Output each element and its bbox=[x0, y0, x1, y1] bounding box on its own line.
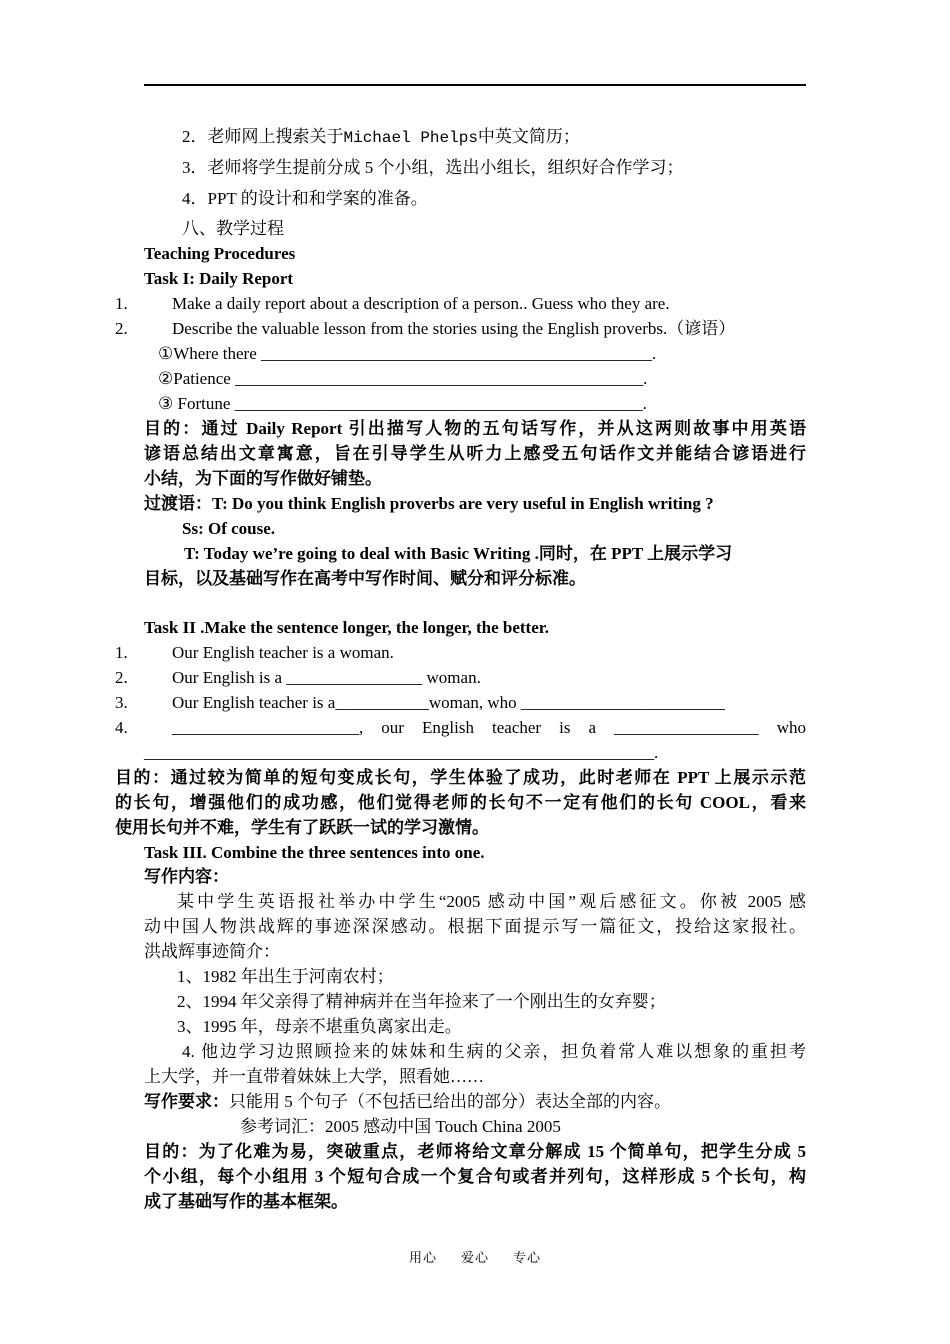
task3-purpose-line-2: 个小组，每个小组用 3 个短句合成一个复合句或者并列句，这样形成 5 个长句，构 bbox=[144, 1167, 806, 1186]
task2-item-4-continuation: ____________________________________________________________. bbox=[144, 743, 659, 762]
reference-vocab: 参考词汇：2005 感动中国 Touch China 2005 bbox=[240, 1117, 561, 1136]
section-heading-en: Teaching Procedures bbox=[144, 244, 296, 263]
prep-item-3: 3．老师将学生提前分成 5 个小组，选出小组长，组织好合作学习； bbox=[182, 158, 684, 177]
writing-content-label: 写作内容： bbox=[144, 867, 229, 886]
task2-item-1-num: 1. bbox=[115, 643, 128, 662]
prep-item-2: 2．老师网上搜索关于Michael Phelps中英文简历； bbox=[182, 127, 580, 147]
proverb-line-2: ②Patience ________________________________________________. bbox=[158, 369, 648, 388]
transition-line-1: 过渡语：T: Do you think English proverbs are very useful in English writing ? bbox=[144, 494, 714, 513]
task2-item-1-text: Our English teacher is a woman. bbox=[172, 643, 394, 662]
task1-purpose-line-1: 目的：通过 Daily Report 引出描写人物的五句话写作，并从这两则故事中用英语 bbox=[144, 419, 806, 438]
task3-title: Task III. Combine the three sentences into one. bbox=[144, 843, 485, 862]
task1-item-1-text: Make a daily report about a description of a person.. Guess who they are. bbox=[172, 294, 670, 313]
task1-item-2-text: Describe the valuable lesson from the stories using the English proverbs.（谚语） bbox=[172, 319, 736, 338]
footer-word-2: 爱心 bbox=[460, 1250, 489, 1265]
task3-purpose-line-1: 目的：为了化难为易，突破重点，老师将给文章分解成 15 个简单句，把学生分成 5 bbox=[144, 1142, 806, 1161]
task2-item-4-num: 4. bbox=[115, 718, 128, 737]
task2-purpose-line-3: 使用长句并不难，学生有了跃跃一试的学习激情。 bbox=[115, 818, 489, 837]
fact-4-continuation: 上大学，并一直带着妹妹上大学，照看她…… bbox=[144, 1067, 484, 1086]
transition-line-4: 目标，以及基础写作在高考中写作时间、赋分和评分标准。 bbox=[144, 569, 586, 588]
task1-item-1-num: 1. bbox=[115, 294, 128, 313]
writing-content-line-2: 动中国人物洪战辉的事迹深深感动。根据下面提示写一篇征文，投给这家报社。 bbox=[144, 917, 806, 936]
transition-line-3: T: Today we’re going to deal with Basic Writing .同时，在 PPT 上展示学习 bbox=[184, 544, 733, 563]
task2-item-2-num: 2. bbox=[115, 668, 128, 687]
task2-purpose-line-1: 目的：通过较为简单的短句变成长句，学生体验了成功，此时老师在 PPT 上展示示范 bbox=[115, 768, 806, 787]
task1-item-2-num: 2. bbox=[115, 319, 128, 338]
writing-requirement bbox=[144, 1089, 671, 1114]
transition-line-2: Ss: Of couse. bbox=[182, 519, 276, 538]
task3-purpose-line-3: 成了基础写作的基本框架。 bbox=[144, 1192, 348, 1211]
page-footer bbox=[0, 1247, 950, 1266]
header-rule bbox=[144, 84, 806, 86]
writing-requirement-label: 写作要求： bbox=[144, 1092, 229, 1111]
task2-purpose-line-2: 的长句，增强他们的成功感，他们觉得老师的长句不一定有他们的长句 COOL，看来 bbox=[115, 793, 806, 812]
fact-1: 1、1982 年出生于河南农村； bbox=[177, 967, 394, 986]
proverb-line-1: ①Where there ______________________________________________. bbox=[158, 344, 657, 363]
task2-item-3-text: Our English teacher is a___________woman, who ________________________ bbox=[172, 693, 725, 712]
footer-word-1: 用心 bbox=[408, 1250, 437, 1265]
fact-4: 4. 他边学习边照顾捡来的妹妹和生病的父亲，担负着常人难以想象的重担考 bbox=[182, 1042, 806, 1061]
writing-requirement-text: 只能用 5 个句子（不包括已给出的部分）表达全部的内容。 bbox=[229, 1092, 671, 1111]
task2-item-2-text: Our English is a ________________ woman. bbox=[172, 668, 481, 687]
task1-purpose-line-2: 谚语总结出文章寓意，旨在引导学生从听力上感受五句话作文并能结合谚语进行 bbox=[144, 444, 806, 463]
section-heading-cn: 八、教学过程 bbox=[182, 219, 284, 238]
prep-item-4: 4．PPT 的设计和和学案的准备。 bbox=[182, 189, 428, 208]
task2-item-4-text: ______________________, our English teacher is a _________________ who bbox=[172, 718, 806, 737]
michael-phelps-name: Michael Phelps bbox=[343, 129, 478, 147]
fact-2: 2、1994 年父亲得了精神病并在当年捡来了一个刚出生的女弃婴； bbox=[177, 992, 666, 1011]
task1-title: Task I: Daily Report bbox=[144, 269, 294, 288]
task2-title: Task II .Make the sentence longer, the longer, the better. bbox=[144, 618, 549, 637]
writing-content-line-3: 洪战辉事迹简介： bbox=[144, 942, 280, 961]
proverb-line-3: ③ Fortune ________________________________________________. bbox=[158, 394, 647, 413]
writing-content-line-1: 某中学生英语报社举办中学生“2005 感动中国”观后感征文。你被 2005 感 bbox=[177, 892, 806, 911]
footer-word-3: 专心 bbox=[513, 1250, 542, 1265]
fact-3: 3、1995 年，母亲不堪重负离家出走。 bbox=[177, 1017, 462, 1036]
task1-purpose-line-3: 小结，为下面的写作做好铺垫。 bbox=[144, 469, 382, 488]
task2-item-3-num: 3. bbox=[115, 693, 128, 712]
